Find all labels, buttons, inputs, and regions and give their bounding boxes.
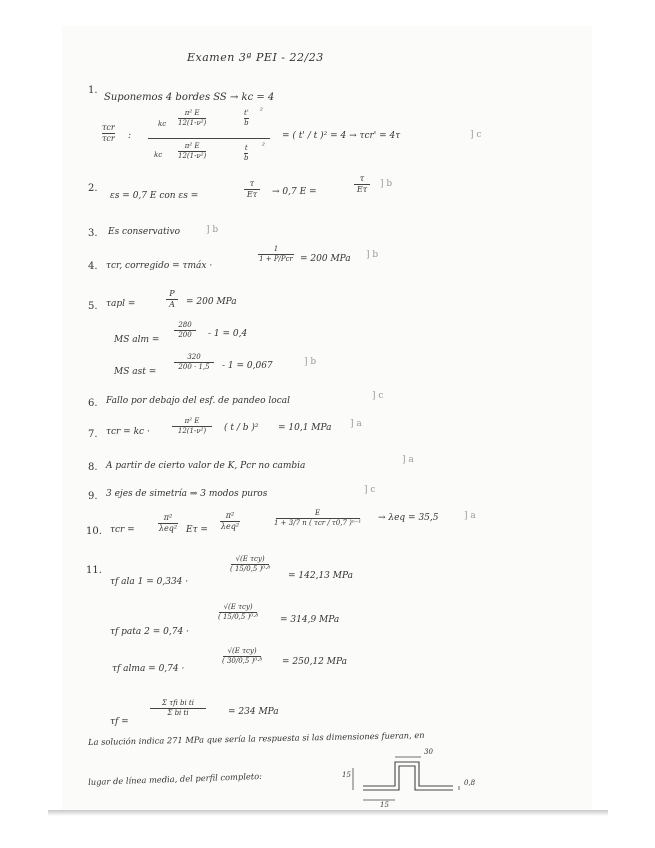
q7-number: 7. [88,429,98,440]
q4-answer: ] b [366,250,379,260]
q4-number: 4. [88,261,98,272]
q1-f2-den: 12(1-ν²) [178,152,207,160]
q1-f2-num: π² E [184,142,200,150]
q5-line2-result: - 1 = 0,4 [208,329,248,339]
q5-l1-den: A [169,300,175,309]
q2-number: 2. [88,183,98,194]
q11-r1-den: ( 15/0,5 )⁰·⁸ [230,565,271,573]
q1-sq-top: ² [260,107,263,115]
q2-text2: → 0,7 E = [272,187,317,197]
q1-frac-bottom [178,143,206,160]
q1-t1-den: b [244,119,249,127]
q11-r3-frac [222,648,262,665]
q2-frac2-num: τ [359,174,365,183]
q9-answer: ] c [364,485,376,495]
q4-result: = 200 MPa [300,254,351,264]
q2-frac2 [354,175,370,194]
q1-lhs-num: τcr [102,123,115,132]
q2-frac2-den: Eτ [356,185,368,194]
q5-l2-den: 200 [178,331,192,339]
profile-dim-bottom: 15 [380,801,389,809]
q5-line2-frac [174,322,196,339]
q11-r3-num: √(E τcy) [227,647,257,655]
q2-frac1 [244,180,260,199]
q9-text: 3 ejes de simetría ⇒ 3 modos puros [106,489,268,499]
q1-sq-bottom: ² [262,142,265,150]
q7-result: = 10,1 MPa [278,423,332,433]
q6-text: Fallo por debajo del esf. de pandeo local [106,396,290,406]
q8-number: 8. [88,462,98,473]
q1-main-bar [148,138,270,139]
q10-frac2 [220,512,240,531]
q2-frac1-num: τ [249,179,255,188]
q11-r2-frac [218,604,258,621]
q10-f1-den: λeq² [158,524,178,533]
q1-lhs-fraction [102,124,115,143]
q7-paren: ( t / b )² [224,423,259,433]
q1-equals: : [128,131,132,141]
q2-text1: εs = 0,7 E con εs = [110,191,199,201]
q4-frac-num: 1 [273,245,279,253]
q5-line1-frac [166,290,178,309]
q1-result: = ( t' / t )² = 4 → τcr' = 4τ [282,131,401,141]
page-edge [48,810,608,816]
q11-note-line2: lugar de línea media, del perfil completo: [87,770,263,787]
q4-frac-den: 1 + P/Pcr [259,255,293,263]
q6-number: 6. [88,398,98,409]
q7-frac-den: 12(1-ν²) [177,427,207,435]
q10-f3-num: E [315,509,321,517]
q1-t-top [244,110,249,127]
q11-r1-result: = 142,13 MPa [288,571,353,581]
q5-l1-num: P [169,289,175,298]
q5-l2-num: 280 [178,321,192,329]
q10-f2-den: λeq² [220,522,240,531]
q1-answer: ] c [470,130,482,140]
q10-text: τcr = [110,525,135,535]
q11-r4-den: Σ bi ti [167,709,189,717]
q10-f1-num: π² [163,513,173,522]
q7-frac-num: π² E [184,417,200,425]
q8-answer: ] a [402,455,414,465]
q3-text: Es conservativo [108,227,180,237]
hat-profile-diagram [335,748,500,812]
profile-dim-left: 15 [342,771,351,779]
q5-l3-num: 320 [187,353,201,361]
q11-number: 11. [86,565,102,576]
q11-r4-frac [150,700,206,717]
q11-note-line1: La solución indica 271 MPa que sería la respuesta si las dimensiones fueran, en [87,729,425,747]
page-title: Examen 3ª PEI - 22/23 [187,51,324,64]
q1-kc-bottom: kc [154,151,163,159]
q8-text: A partir de cierto valor de K, Pcr no cambia [106,461,306,471]
q1-t2-den: b [244,154,249,162]
q4-text: τcr, corregido = τmáx · [106,261,213,271]
q5-line3-frac [174,354,214,371]
q11-r4-num: Σ τfi bi ti [162,699,194,707]
q11-r2-result: = 314,9 MPa [280,615,340,625]
q11-r2-label: τf pata 2 = 0,74 · [110,627,189,637]
exam-sheet [62,26,592,814]
q5-number: 5. [88,301,98,312]
q5-line2-label: MS alm = [114,335,160,345]
profile-dim-top: 30 [424,748,433,756]
q5-line1-label: τapl = [106,299,136,309]
profile-dim-right: 0,8 [464,779,476,787]
q7-text: τcr = kc · [106,427,150,437]
q1-t1-num: t' [244,109,249,117]
q11-r1-label: τf ala 1 = 0,334 · [110,577,189,587]
q11-r1-frac [230,556,270,573]
q6-answer: ] c [372,391,384,401]
q10-f2-num: π² [225,511,235,520]
q1-f1-num: π² E [184,109,200,117]
q7-answer: ] a [350,419,362,429]
q9-number: 9. [88,491,98,502]
q11-r4-label: τf = [110,717,129,727]
q11-r3-label: τf alma = 0,74 · [112,664,185,674]
q5-line3-label: MS ast = [114,367,157,377]
q5-l3-den: 200 · 1,5 [178,363,210,371]
q10-mid: Eτ = [186,525,208,535]
q11-r3-result: = 250,12 MPa [282,657,347,667]
q5-line1-result: = 200 MPa [186,297,237,307]
q10-f3-den: 1 + 3/7 n ( τcr / τ0,7 )ⁿ⁻¹ [274,519,362,527]
q1-t-bottom [244,145,248,162]
q2-frac1-den: Eτ [246,190,258,199]
q1-lhs-den: τcr [102,134,115,143]
q3-answer: ] b [206,225,219,235]
q10-frac1 [158,514,178,533]
q11-r1-num: √(E τcy) [235,555,265,563]
q1-f1-den: 12(1-ν²) [178,119,207,127]
q10-frac3 [274,510,361,527]
q10-answer: ] a [464,511,476,521]
q1-kc-top: kc [158,120,167,128]
q11-r3-den: ( 30/0,5 )⁰·⁸ [222,657,263,665]
q4-frac [258,246,294,263]
q11-r2-num: √(E τcy) [223,603,253,611]
q5-answer: ] b [304,357,317,367]
q2-answer: ] b [380,179,393,189]
q7-frac [172,418,212,435]
q1-t2-num: t [244,144,248,152]
q11-r4-result: = 234 MPa [228,707,279,717]
q1-frac-top [178,110,206,127]
q1-number: 1. [88,85,98,96]
q10-number: 10. [86,526,102,537]
q5-line3-result: - 1 = 0,067 [222,361,273,371]
q11-r2-den: ( 15/0,5 )⁰·⁸ [218,613,259,621]
q10-result: → λeq = 35,5 [378,513,439,523]
q1-intro: Suponemos 4 bordes SS → kc = 4 [104,92,275,103]
q3-number: 3. [88,228,98,239]
